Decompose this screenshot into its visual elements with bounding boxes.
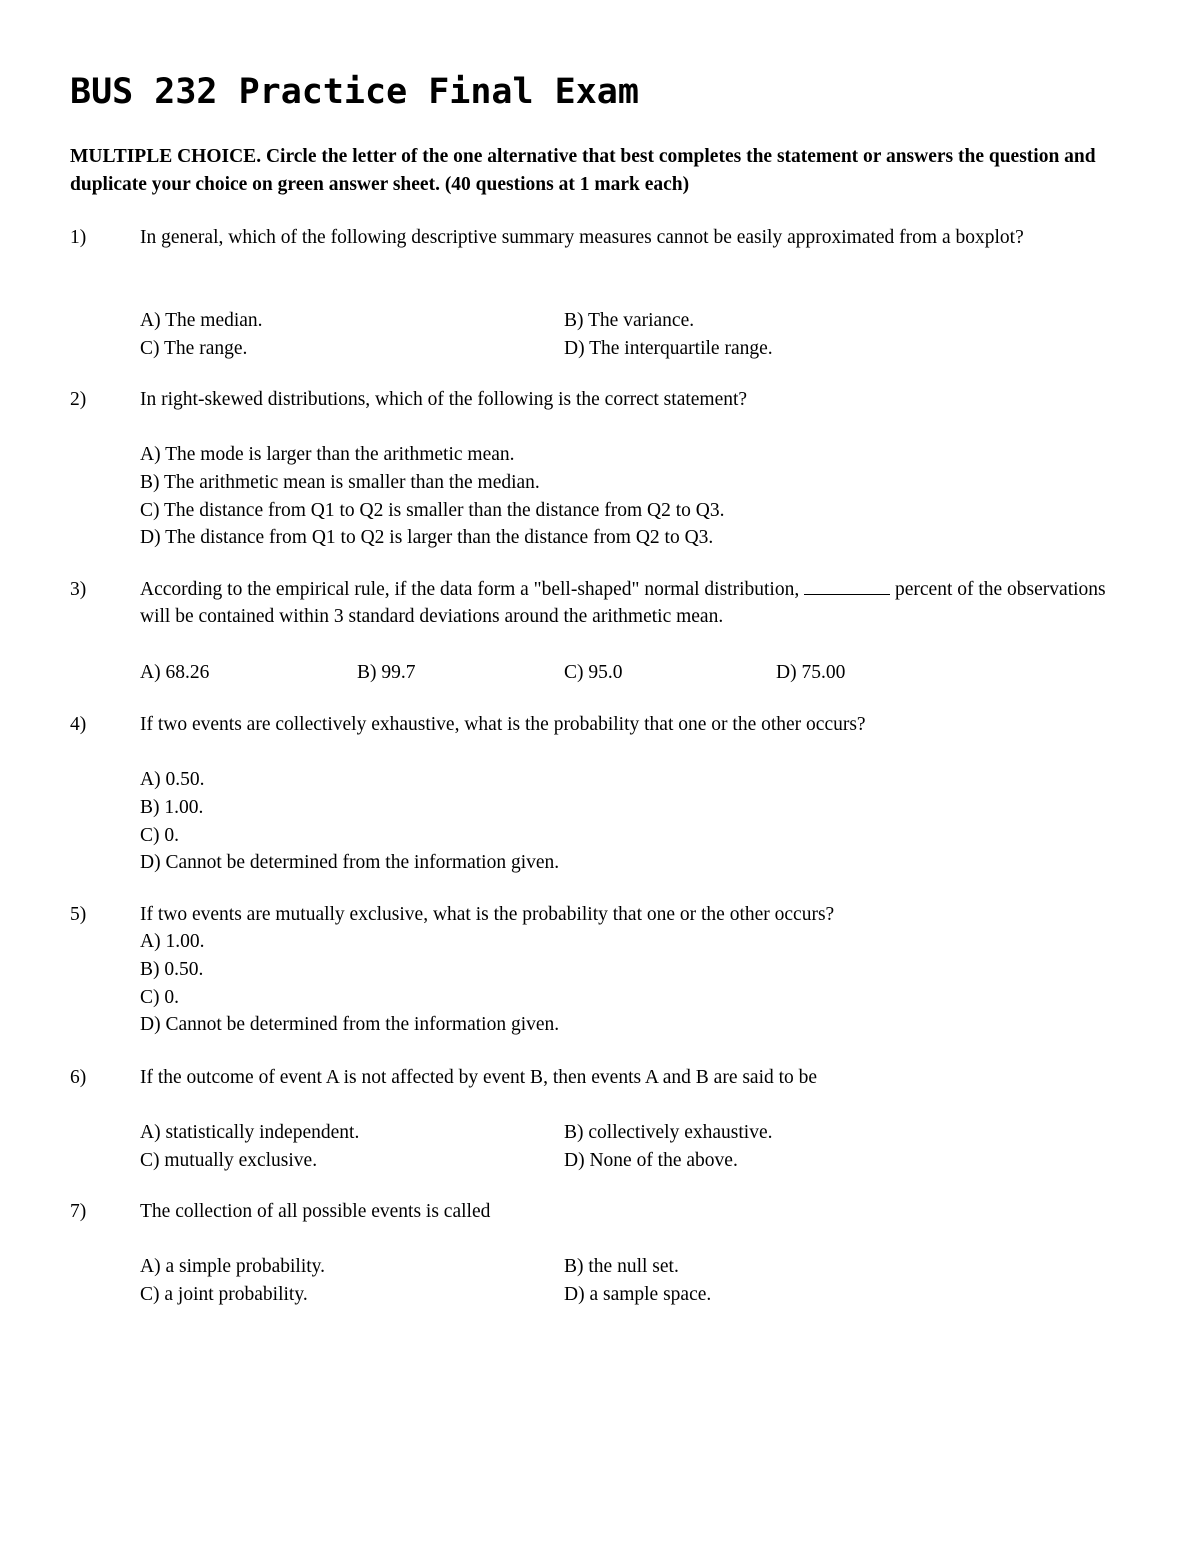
option-a: A) The mode is larger than the arithmetic mean. xyxy=(140,444,515,465)
question-text-part-1: According to the empirical rule, if the data form a "bell-shaped" normal distribution, xyxy=(140,579,800,600)
question-4 xyxy=(70,711,1140,738)
option-a: A) statistically independent. xyxy=(140,1122,360,1143)
instructions: MULTIPLE CHOICE. Circle the letter of the one alternative that best completes the statement or answers the question and duplicate your choice on green answer sheet. (40 questions at 1 mark each) xyxy=(70,146,1096,195)
option-a: A) The median. xyxy=(140,310,263,331)
question-number: 4) xyxy=(70,714,87,735)
page-title: BUS 232 Practice Final Exam xyxy=(70,72,639,112)
question-text-part-2: percent of the observations will be contained within 3 standard deviations around the arithmetic mean. xyxy=(140,579,1106,627)
question-6 xyxy=(70,1064,1140,1091)
option-b: B) 99.7 xyxy=(357,662,416,683)
option-c: C) 0. xyxy=(140,987,179,1008)
question-text: If two events are mutually exclusive, what is the probability that one or the other occurs? xyxy=(140,904,835,925)
question-7 xyxy=(70,1198,1140,1225)
question-number: 1) xyxy=(70,227,87,248)
question-5 xyxy=(70,901,1140,928)
question-number: 5) xyxy=(70,904,87,925)
option-b: B) 1.00. xyxy=(140,797,204,818)
option-d: D) The interquartile range. xyxy=(564,338,773,359)
option-b: B) 0.50. xyxy=(140,959,204,980)
option-d: D) 75.00 xyxy=(776,662,846,683)
option-a: A) 0.50. xyxy=(140,769,205,790)
question-number: 6) xyxy=(70,1067,87,1088)
question-number: 7) xyxy=(70,1201,87,1222)
option-d: D) Cannot be determined from the information given. xyxy=(140,1014,560,1035)
question-1 xyxy=(70,224,1140,251)
option-b: B) The arithmetic mean is smaller than the median. xyxy=(140,472,540,493)
answer-blank xyxy=(804,576,890,595)
question-2 xyxy=(70,386,1140,413)
option-c: C) a joint probability. xyxy=(140,1284,308,1305)
option-d: D) Cannot be determined from the information given. xyxy=(140,852,560,873)
option-a: A) 68.26 xyxy=(140,662,210,683)
option-c: C) 95.0 xyxy=(564,662,623,683)
question-text xyxy=(140,576,1140,630)
question-text: If the outcome of event A is not affected by event B, then events A and B are said to be xyxy=(140,1067,818,1088)
option-b: B) the null set. xyxy=(564,1256,679,1277)
question-3 xyxy=(70,576,1140,630)
question-text: If two events are collectively exhaustive, what is the probability that one or the other occurs? xyxy=(140,714,866,735)
question-number: 2) xyxy=(70,389,87,410)
option-b: B) The variance. xyxy=(564,310,695,331)
question-text: The collection of all possible events is called xyxy=(140,1201,491,1222)
option-a: A) 1.00. xyxy=(140,931,205,952)
question-text: In general, which of the following descriptive summary measures cannot be easily approximated from a boxplot? xyxy=(140,227,1024,248)
question-number: 3) xyxy=(70,579,87,600)
option-b: B) collectively exhaustive. xyxy=(564,1122,773,1143)
option-d: D) The distance from Q1 to Q2 is larger than the distance from Q2 to Q3. xyxy=(140,527,714,548)
option-c: C) 0. xyxy=(140,825,179,846)
option-c: C) mutually exclusive. xyxy=(140,1150,318,1171)
option-d: D) None of the above. xyxy=(564,1150,738,1171)
question-text: In right-skewed distributions, which of the following is the correct statement? xyxy=(140,389,748,410)
option-d: D) a sample space. xyxy=(564,1284,712,1305)
option-c: C) The range. xyxy=(140,338,248,359)
option-c: C) The distance from Q1 to Q2 is smaller than the distance from Q2 to Q3. xyxy=(140,500,725,521)
option-a: A) a simple probability. xyxy=(140,1256,326,1277)
